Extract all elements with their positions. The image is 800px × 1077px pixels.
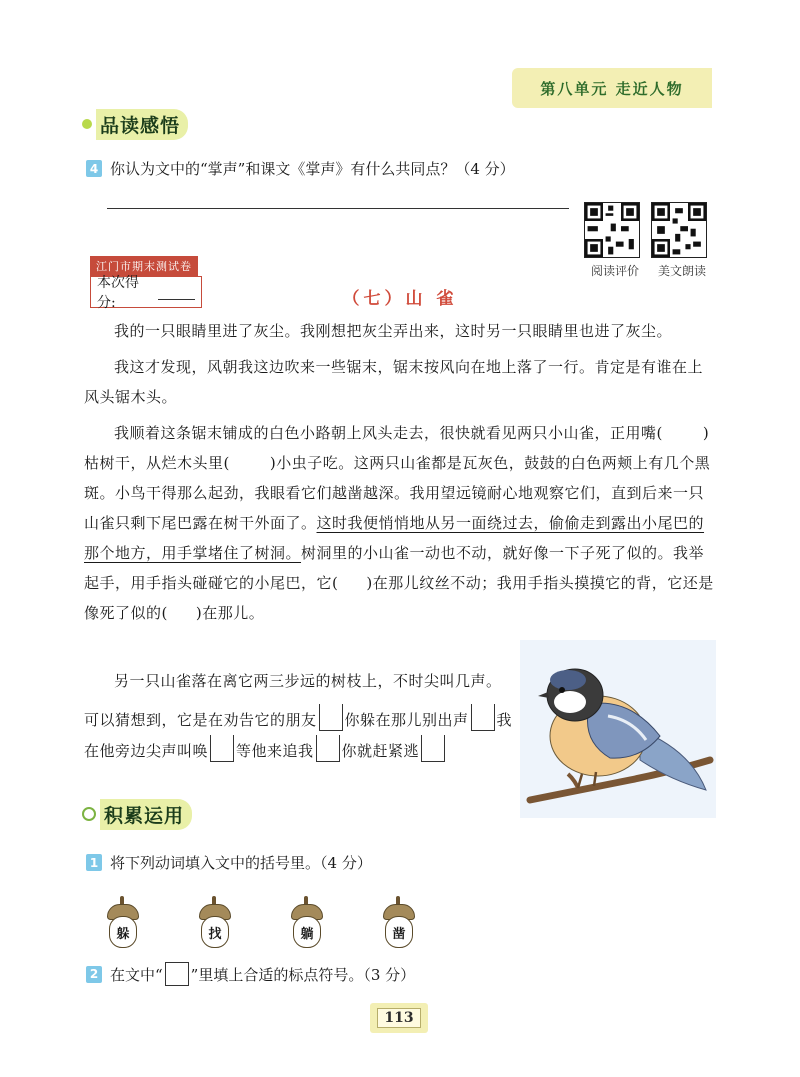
question-number: 2 bbox=[86, 966, 102, 983]
text-run: 你就赶紧逃 bbox=[341, 742, 420, 760]
text-run: 另一只山雀落在离它两三步远的树枝上，不时尖叫几声。 bbox=[114, 672, 502, 690]
qr-caption: 阅读评价 bbox=[590, 264, 639, 278]
paragraph-1: 我的一只眼睛里进了灰尘。我刚想把灰尘弄出来，这时另一只眼睛里也进了灰尘。 bbox=[114, 322, 673, 340]
question-text-a: 在文中“ bbox=[110, 965, 163, 984]
punctuation-box[interactable] bbox=[210, 735, 234, 762]
section-header-reading bbox=[82, 108, 188, 140]
punctuation-box[interactable] bbox=[421, 735, 445, 762]
page-number-text: 113 bbox=[377, 1008, 420, 1028]
acorn-word-1[interactable] bbox=[104, 894, 140, 948]
question-text: 将下列动词填入文中的括号里。（4 分） bbox=[110, 854, 372, 872]
bullet-ring-icon bbox=[82, 807, 96, 821]
punctuation-box-sample bbox=[165, 962, 189, 986]
acorn-word: 凿 bbox=[385, 916, 413, 948]
qr-code-icon bbox=[651, 202, 707, 258]
paragraph-4 bbox=[84, 666, 514, 766]
bullet-dot-icon bbox=[82, 119, 92, 129]
acorn-word: 躺 bbox=[293, 916, 321, 948]
question-number: 1 bbox=[86, 854, 102, 871]
text-run: )在那儿纹丝不动；我用手指头摸摸它的背，它还是像死了似的( bbox=[84, 574, 714, 622]
tit-bird-illustration bbox=[520, 640, 716, 818]
punctuation-box[interactable] bbox=[471, 704, 495, 731]
text-run: 可以猜想到，它是在劝告它的朋友 bbox=[84, 711, 317, 729]
score-box bbox=[90, 275, 202, 311]
question-1 bbox=[86, 852, 372, 873]
text-line bbox=[84, 704, 514, 766]
text-run: 我顺着这条锯末铺成的白色小路朝上风头走去，很快就看见两只小山雀，正用嘴( bbox=[114, 424, 663, 442]
qr-code-icon bbox=[584, 202, 640, 258]
unit-tab: 第八单元 走近人物 bbox=[512, 68, 712, 108]
text-run: 你躲在那儿别出声 bbox=[344, 711, 469, 729]
text-run: )在那儿。 bbox=[195, 604, 265, 622]
paragraph-2: 我这才发现，风朝我这边吹来一些锯末，锯末按风向在地上落了一行。肯定是有谁在上风头锯木头。 bbox=[84, 358, 704, 406]
question-text: 你认为文中的“掌声”和课文《掌声》有什么共同点？（4 分） bbox=[110, 160, 515, 178]
section-title: 品读感悟 bbox=[96, 109, 188, 140]
page-number bbox=[370, 1003, 428, 1033]
text-run: 树洞里的小山雀一动也不动，就好像一下子死了似的。我举起手，用手指头碰碰它的小尾巴，它( bbox=[84, 544, 705, 592]
section-title: 积累运用 bbox=[100, 799, 192, 830]
acorn-word-3[interactable] bbox=[288, 894, 324, 948]
acorn-word: 找 bbox=[201, 916, 229, 948]
underlined-sentence: 这时我便悄悄地从另一面绕过去，偷偷走到露出小尾巴的那个地方，用手掌堵住了树洞。 bbox=[84, 514, 705, 562]
qr-caption: 美文朗读 bbox=[657, 264, 706, 278]
question-text-b: ”里填上合适的标点符号。（3 分） bbox=[190, 965, 416, 984]
acorn-word-2[interactable] bbox=[196, 894, 232, 948]
passage-title: （七）山 雀 bbox=[342, 289, 458, 309]
exam-tag bbox=[90, 255, 202, 311]
section-header-practice bbox=[82, 798, 192, 830]
answer-line[interactable] bbox=[107, 208, 569, 209]
acorn-word: 躲 bbox=[109, 916, 137, 948]
score-blank[interactable] bbox=[158, 285, 195, 300]
question-number: 4 bbox=[86, 160, 102, 177]
text-run: 我在他旁边尖声叫唤 bbox=[84, 711, 513, 760]
text-run: )小虫子吃。这两只山雀都是瓦灰色，鼓鼓的白色两颊上有几个黑斑。小鸟干得那么起劲，我眼看它们越凿越深。我用望远镜耐心地观察它们，直到后来一只山雀只剩下尾巴露在树干外面了。 bbox=[84, 454, 711, 532]
acorn-word-4[interactable] bbox=[380, 894, 416, 948]
exam-tag-label: 江门市期末测试卷 bbox=[90, 256, 198, 276]
punctuation-box[interactable] bbox=[316, 735, 340, 762]
score-label: 本次得分: bbox=[97, 275, 139, 311]
paragraph-3 bbox=[84, 418, 716, 628]
question-2 bbox=[86, 962, 415, 986]
qr-code-recital[interactable] bbox=[651, 202, 713, 279]
punctuation-box[interactable] bbox=[319, 704, 343, 731]
passage-body bbox=[84, 316, 716, 628]
qr-code-review[interactable] bbox=[584, 202, 646, 279]
text-run: )枯树干，从烂木头里( bbox=[84, 424, 710, 472]
text-run: 等他来追我 bbox=[236, 742, 314, 760]
question-4 bbox=[86, 158, 515, 179]
